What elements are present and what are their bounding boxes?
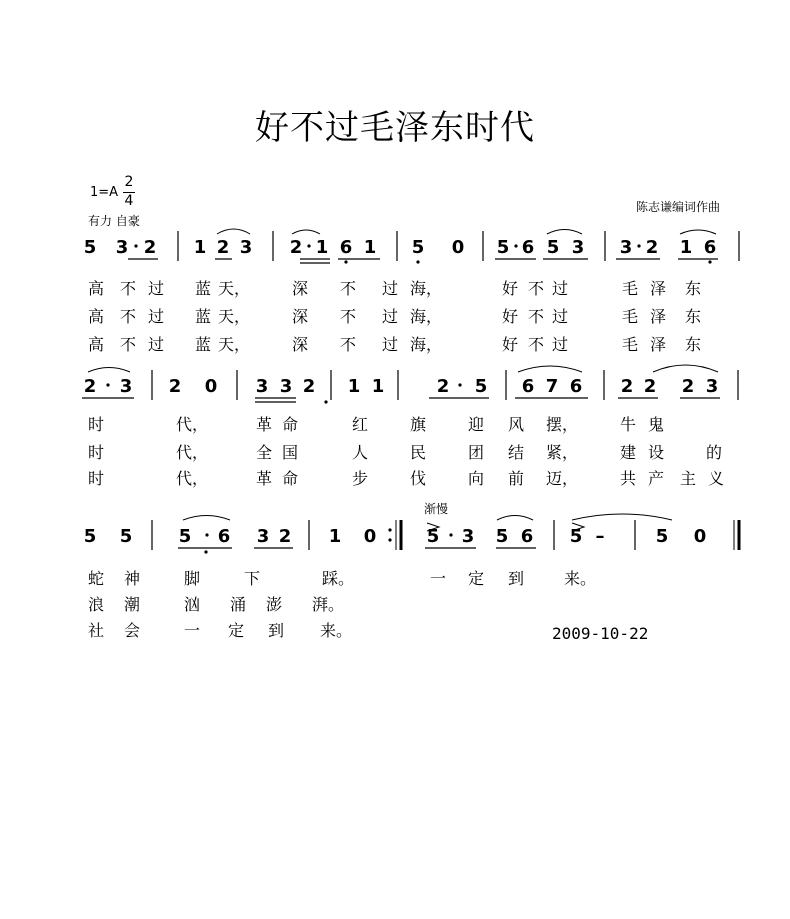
lyric-syllable: 到 <box>508 569 525 588</box>
note-digit: 5 <box>569 526 583 547</box>
lyric-syllable: 红 <box>352 415 369 434</box>
lyric-syllable: 伐 <box>410 469 427 488</box>
note-digit: 6 <box>217 526 231 547</box>
lyric-syllable: 时 <box>88 415 105 434</box>
augmentation-dot <box>514 244 517 247</box>
lyric-syllable: 命 <box>282 469 299 488</box>
lyric-syllable: 迎 <box>468 415 485 434</box>
note-digit: 2 <box>83 376 97 397</box>
lyric-syllable: 过 <box>148 335 165 354</box>
note-digit: 5 <box>426 526 440 547</box>
lyric-syllable: 过 <box>552 279 569 298</box>
lyric-syllable: 到 <box>268 621 285 640</box>
expression-mark: 渐慢 <box>424 502 449 516</box>
lyric-syllable: 步 <box>352 469 369 488</box>
lyric-syllable: 前 <box>508 469 525 488</box>
lyric-syllable: 深 <box>292 307 309 326</box>
note-digit: 1 <box>371 376 385 397</box>
lyric-syllable: 蓝 <box>195 335 212 354</box>
augmentation-dot <box>106 383 109 386</box>
lyric-syllable: 会 <box>124 621 141 640</box>
note-digit: 3 <box>571 237 585 258</box>
lyric-syllable: 过 <box>552 335 569 354</box>
lyric-syllable: 毛 <box>622 307 639 326</box>
composer-credit: 陈志谦编词作曲 <box>636 200 721 214</box>
note-digit: 5 <box>495 526 509 547</box>
lyric-syllable: 革 <box>256 415 273 434</box>
note-digit: 3 <box>461 526 475 547</box>
note-digit: 6 <box>521 237 535 258</box>
lyric-syllable: 定 <box>228 621 245 640</box>
note-digit: 3 <box>119 376 133 397</box>
augmentation-dot <box>205 533 208 536</box>
note-digit: 3 <box>705 376 719 397</box>
note-digit: 5 <box>83 237 97 258</box>
slur <box>572 514 672 520</box>
slur <box>547 230 582 235</box>
lyric-syllable: 过 <box>382 335 399 354</box>
lyric-syllable: 定 <box>468 569 485 588</box>
lyric-syllable: 海， <box>410 279 443 298</box>
lyric-syllable: 好 <box>502 279 519 298</box>
note-digit: 5 <box>83 526 97 547</box>
lyric-syllable: 革 <box>256 469 273 488</box>
lyric-syllable: 蓝 <box>195 279 212 298</box>
lyric-syllable: 过 <box>148 279 165 298</box>
octave-dot-low <box>708 260 711 263</box>
dash-note: – <box>595 526 605 547</box>
lyric-syllable: 泽 <box>650 307 667 326</box>
lyric-syllable: 浪 <box>88 595 105 614</box>
augmentation-dot <box>458 383 461 386</box>
repeat-dot <box>388 528 391 531</box>
lyric-syllable: 代， <box>176 469 209 488</box>
slur <box>680 230 716 234</box>
note-digit: 6 <box>569 376 583 397</box>
note-digit: 5 <box>546 237 560 258</box>
lyric-syllable: 泽 <box>650 279 667 298</box>
lyric-syllable: 汹 <box>184 595 201 614</box>
slur <box>653 365 718 372</box>
lyric-syllable: 义 <box>708 469 725 488</box>
note-digit: 2 <box>620 376 634 397</box>
lyric-syllable: 结 <box>508 443 525 462</box>
note-digit: 2 <box>645 237 659 258</box>
lyric-syllable: 来。 <box>564 569 597 588</box>
lyric-syllable: 主 <box>680 469 697 488</box>
lyric-syllable: 来。 <box>320 621 353 640</box>
lyric-syllable: 好 <box>502 307 519 326</box>
lyric-syllable: 紧， <box>546 443 579 462</box>
note-digit: 5 <box>119 526 133 547</box>
lyric-syllable: 踩。 <box>322 569 355 588</box>
note-digit: 0 <box>363 526 377 547</box>
key-signature: 1=A <box>90 185 119 200</box>
lyric-syllable: 天， <box>218 307 251 326</box>
note-digit: 6 <box>703 237 717 258</box>
note-digit: 3 <box>115 237 129 258</box>
lyric-syllable: 代， <box>176 415 209 434</box>
lyric-syllable: 深 <box>292 335 309 354</box>
octave-dot-low <box>204 550 207 553</box>
lyric-syllable: 蓝 <box>195 307 212 326</box>
note-digit: 2 <box>643 376 657 397</box>
note-digit: 1 <box>679 237 693 258</box>
note-digit: 1 <box>328 526 342 547</box>
song-title: 好不过毛泽东时代 <box>255 108 535 148</box>
lyric-syllable: 人 <box>352 443 369 462</box>
lyric-syllable: 高 <box>88 307 105 326</box>
lyric-syllable: 海， <box>410 335 443 354</box>
lyric-syllable: 设 <box>648 443 665 462</box>
augmentation-dot <box>637 244 640 247</box>
lyric-syllable: 神 <box>124 569 141 588</box>
note-digit: 5 <box>474 376 488 397</box>
note-digit: 1 <box>315 237 329 258</box>
lyric-syllable: 不 <box>528 335 545 354</box>
lyric-syllable: 旗 <box>410 415 427 434</box>
octave-dot-low <box>344 260 347 263</box>
lyric-syllable: 代， <box>176 443 209 462</box>
time-signature-bottom: 4 <box>124 193 134 209</box>
lyric-syllable: 过 <box>382 279 399 298</box>
lyric-syllable: 蛇 <box>88 569 105 588</box>
lyric-syllable: 全 <box>256 443 273 462</box>
repeat-dot <box>388 538 391 541</box>
lyric-syllable: 过 <box>552 307 569 326</box>
lyric-syllable: 天， <box>218 335 251 354</box>
note-digit: 7 <box>545 376 559 397</box>
lyric-syllable: 脚 <box>184 569 201 588</box>
lyric-syllable: 东 <box>685 279 702 298</box>
lyric-syllable: 迈， <box>546 469 579 488</box>
lyric-syllable: 不 <box>340 335 357 354</box>
slur <box>292 230 320 234</box>
lyric-syllable: 毛 <box>622 279 639 298</box>
lyric-syllable: 国 <box>282 443 299 462</box>
note-digit: 2 <box>289 237 303 258</box>
lyric-syllable: 深 <box>292 279 309 298</box>
note-digit: 5 <box>496 237 510 258</box>
note-digit: 2 <box>302 376 316 397</box>
lyric-syllable: 时 <box>88 469 105 488</box>
lyric-syllable: 不 <box>340 307 357 326</box>
note-digit: 3 <box>256 526 270 547</box>
lyric-syllable: 下 <box>244 569 261 588</box>
slur <box>88 368 130 373</box>
lyric-syllable: 摆， <box>546 415 579 434</box>
note-digit: 5 <box>178 526 192 547</box>
note-digit: 1 <box>347 376 361 397</box>
note-digit: 2 <box>216 237 230 258</box>
lyric-syllable: 好 <box>502 335 519 354</box>
lyric-syllable: 不 <box>120 335 137 354</box>
note-digit: 6 <box>520 526 534 547</box>
lyric-syllable: 民 <box>410 443 427 462</box>
note-digit: 5 <box>655 526 669 547</box>
lyric-syllable: 过 <box>148 307 165 326</box>
lyric-syllable: 潮 <box>124 595 141 614</box>
tempo-mark: 有力 自豪 <box>88 214 140 228</box>
augmentation-dot <box>134 244 137 247</box>
augmentation-dot <box>307 244 310 247</box>
lyric-syllable: 泽 <box>650 335 667 354</box>
lyric-syllable: 向 <box>468 469 485 488</box>
lyric-syllable: 风 <box>508 415 525 434</box>
lyric-syllable: 共 <box>620 469 637 488</box>
note-digit: 0 <box>451 237 465 258</box>
lyric-syllable: 产 <box>648 469 665 488</box>
lyric-syllable: 不 <box>340 279 357 298</box>
lyric-syllable: 东 <box>685 335 702 354</box>
note-digit: 6 <box>339 237 353 258</box>
note-digit: 3 <box>279 376 293 397</box>
note-digit: 2 <box>278 526 292 547</box>
lyric-syllable: 澎 <box>266 595 283 614</box>
slur <box>183 516 230 521</box>
lyric-syllable: 牛 <box>620 415 637 434</box>
augmentation-dot <box>449 533 452 536</box>
lyric-syllable: 海， <box>410 307 443 326</box>
note-digit: 3 <box>619 237 633 258</box>
lyric-syllable: 不 <box>528 279 545 298</box>
note-digit: 2 <box>436 376 450 397</box>
note-digit: 5 <box>411 237 425 258</box>
note-digit: 1 <box>363 237 377 258</box>
octave-dot-low <box>324 400 327 403</box>
lyric-syllable: 不 <box>120 307 137 326</box>
note-digit: 2 <box>143 237 157 258</box>
note-digit: 3 <box>255 376 269 397</box>
lyric-syllable: 建 <box>620 443 637 462</box>
lyric-syllable: 鬼 <box>648 415 665 434</box>
lyric-syllable: 命 <box>282 415 299 434</box>
time-signature-top: 2 <box>124 174 134 190</box>
lyric-syllable: 的 <box>706 443 723 462</box>
slur <box>518 366 582 372</box>
lyric-syllable: 一 <box>430 569 447 588</box>
lyric-syllable: 团 <box>468 443 485 462</box>
note-digit: 1 <box>193 237 207 258</box>
note-digit: 3 <box>239 237 253 258</box>
date-stamp: 2009-10-22 <box>552 624 649 643</box>
lyric-syllable: 一 <box>184 621 201 640</box>
lyric-syllable: 过 <box>382 307 399 326</box>
slur <box>217 229 250 234</box>
lyric-syllable: 湃。 <box>312 595 345 614</box>
note-digit: 2 <box>168 376 182 397</box>
lyric-syllable: 不 <box>120 279 137 298</box>
octave-dot-low <box>416 260 419 263</box>
note-digit: 2 <box>681 376 695 397</box>
note-digit: 0 <box>204 376 218 397</box>
slur <box>497 516 533 521</box>
lyric-syllable: 社 <box>88 621 105 640</box>
lyric-syllable: 毛 <box>622 335 639 354</box>
lyric-syllable: 高 <box>88 279 105 298</box>
lyric-syllable: 涌 <box>230 595 247 614</box>
note-digit: 0 <box>693 526 707 547</box>
note-digit: 6 <box>521 376 535 397</box>
lyric-syllable: 不 <box>528 307 545 326</box>
lyric-syllable: 东 <box>685 307 702 326</box>
lyric-syllable: 时 <box>88 443 105 462</box>
lyric-syllable: 天， <box>218 279 251 298</box>
lyric-syllable: 高 <box>88 335 105 354</box>
